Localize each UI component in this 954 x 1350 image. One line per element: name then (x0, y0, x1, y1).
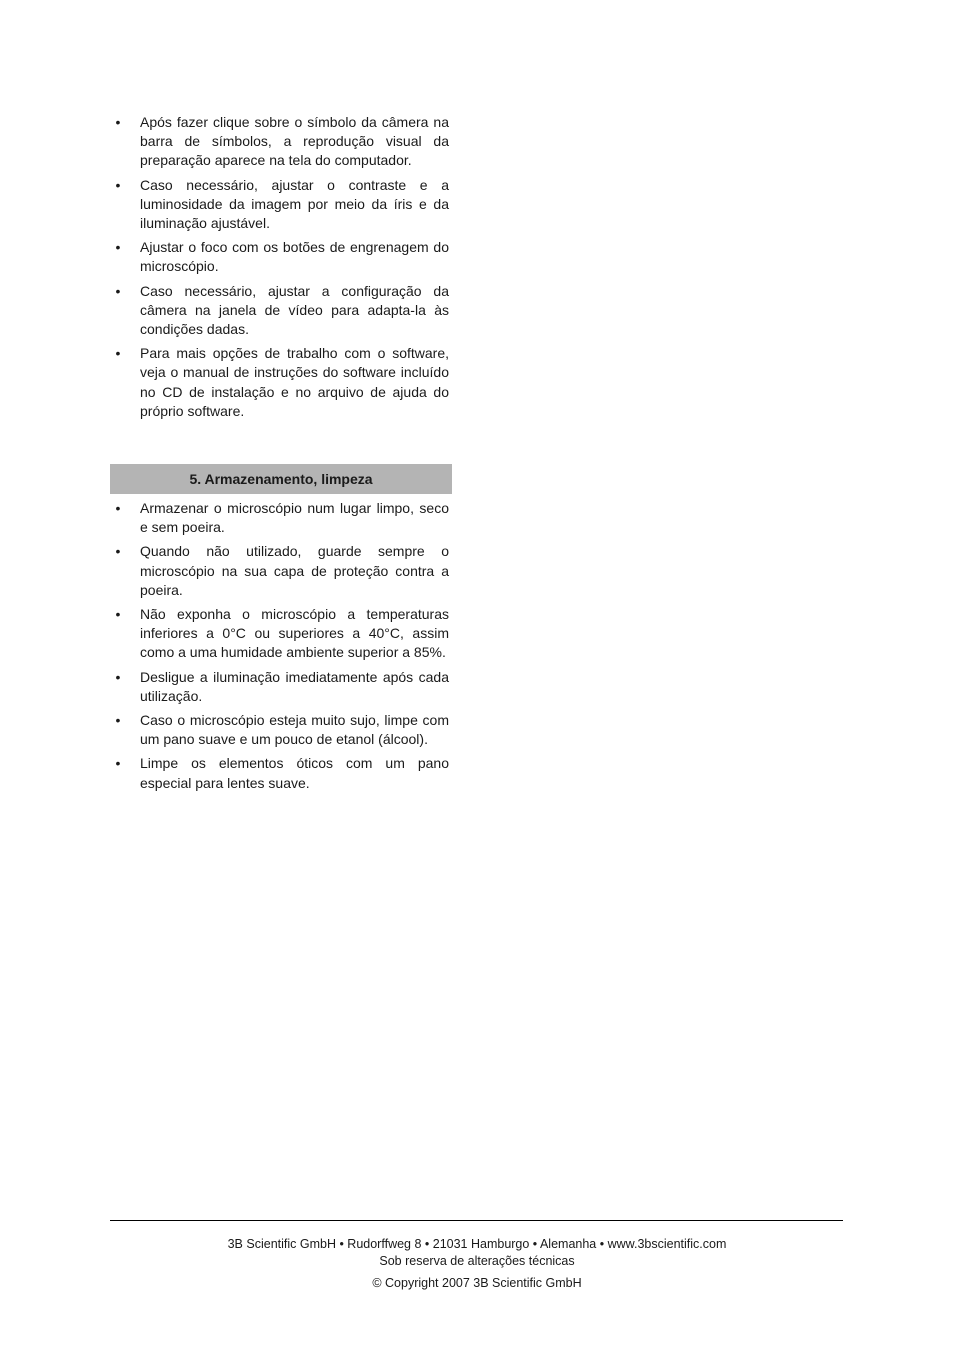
bullet-icon: • (115, 239, 121, 256)
bullet-list (110, 499, 452, 793)
list-item-text: Desligue a iluminação imediatamente após cada utilização. (140, 668, 449, 704)
bullet-icon: • (115, 543, 121, 560)
list-item-text: Limpe os elementos óticos com um pano especial para lentes suave. (140, 755, 449, 791)
section-heading: 5. Armazenamento, limpeza (110, 464, 452, 494)
storage-cleaning-list (110, 499, 452, 798)
list-item-text: Caso o microscópio esteja muito sujo, limpe com um pano suave e um pouco de etanol (álcool). (140, 712, 449, 748)
bullet-icon: • (115, 500, 121, 516)
list-item (110, 176, 452, 234)
bullet-icon: • (115, 755, 121, 772)
list-item (110, 711, 452, 749)
bullet-icon: • (115, 345, 121, 362)
list-item (110, 605, 452, 663)
list-item-text: Caso necessário, ajustar o contraste e a luminosidade da imagem por meio da íris e da iluminação ajustável. (140, 176, 449, 232)
list-item-text: Após fazer clique sobre o símbolo da câmera na barra de símbolos, a reprodução visual da preparação aparece na tela do computador. (140, 114, 449, 169)
list-item-text: Quando não utilizado, guarde sempre o microscópio na sua capa de proteção contra a poeira. (140, 543, 449, 598)
bullet-icon: • (115, 176, 121, 193)
list-item (110, 282, 452, 340)
footer-address: 3B Scientific GmbH • Rudorffweg 8 • 21031 Hamburgo • Alemanha • www.3bscientific.com (227, 1237, 727, 1251)
list-item-text: Ajustar o foco com os botões de engrenagem do microscópio. (140, 239, 449, 275)
bullet-icon: • (115, 606, 121, 623)
bullet-icon: • (115, 668, 121, 685)
list-item-text: Armazenar o microscópio num lugar limpo, seco e sem poeira. (140, 500, 449, 536)
bullet-icon: • (115, 114, 121, 130)
footer-notice: Sob reserva de alterações técnicas (379, 1254, 575, 1268)
list-item (110, 668, 452, 706)
list-item (110, 113, 452, 171)
list-item-text: Não exponha o microscópio a temperaturas inferiores a 0°C ou superiores a 40°C, assim como a uma humidade ambiente superior a 85%. (140, 606, 449, 661)
bullet-icon: • (115, 282, 121, 299)
list-item (110, 238, 452, 276)
bullet-icon: • (115, 712, 121, 729)
footer-divider (110, 1220, 843, 1221)
list-item (110, 499, 452, 537)
footer-copyright: © Copyright 2007 3B Scientific GmbH (372, 1276, 582, 1290)
list-item-text: Para mais opções de trabalho com o software, veja o manual de instruções do software incluído no CD de instalação e no arquivo de ajuda do próprio software. (140, 345, 449, 419)
list-item (110, 754, 452, 792)
list-item-text: Caso necessário, ajustar a configuração da câmera na janela de vídeo para adapta-la às condições dadas. (140, 282, 449, 338)
list-item (110, 542, 452, 600)
bullet-list (110, 113, 452, 421)
list-item (110, 344, 452, 421)
instructions-list (110, 113, 452, 426)
